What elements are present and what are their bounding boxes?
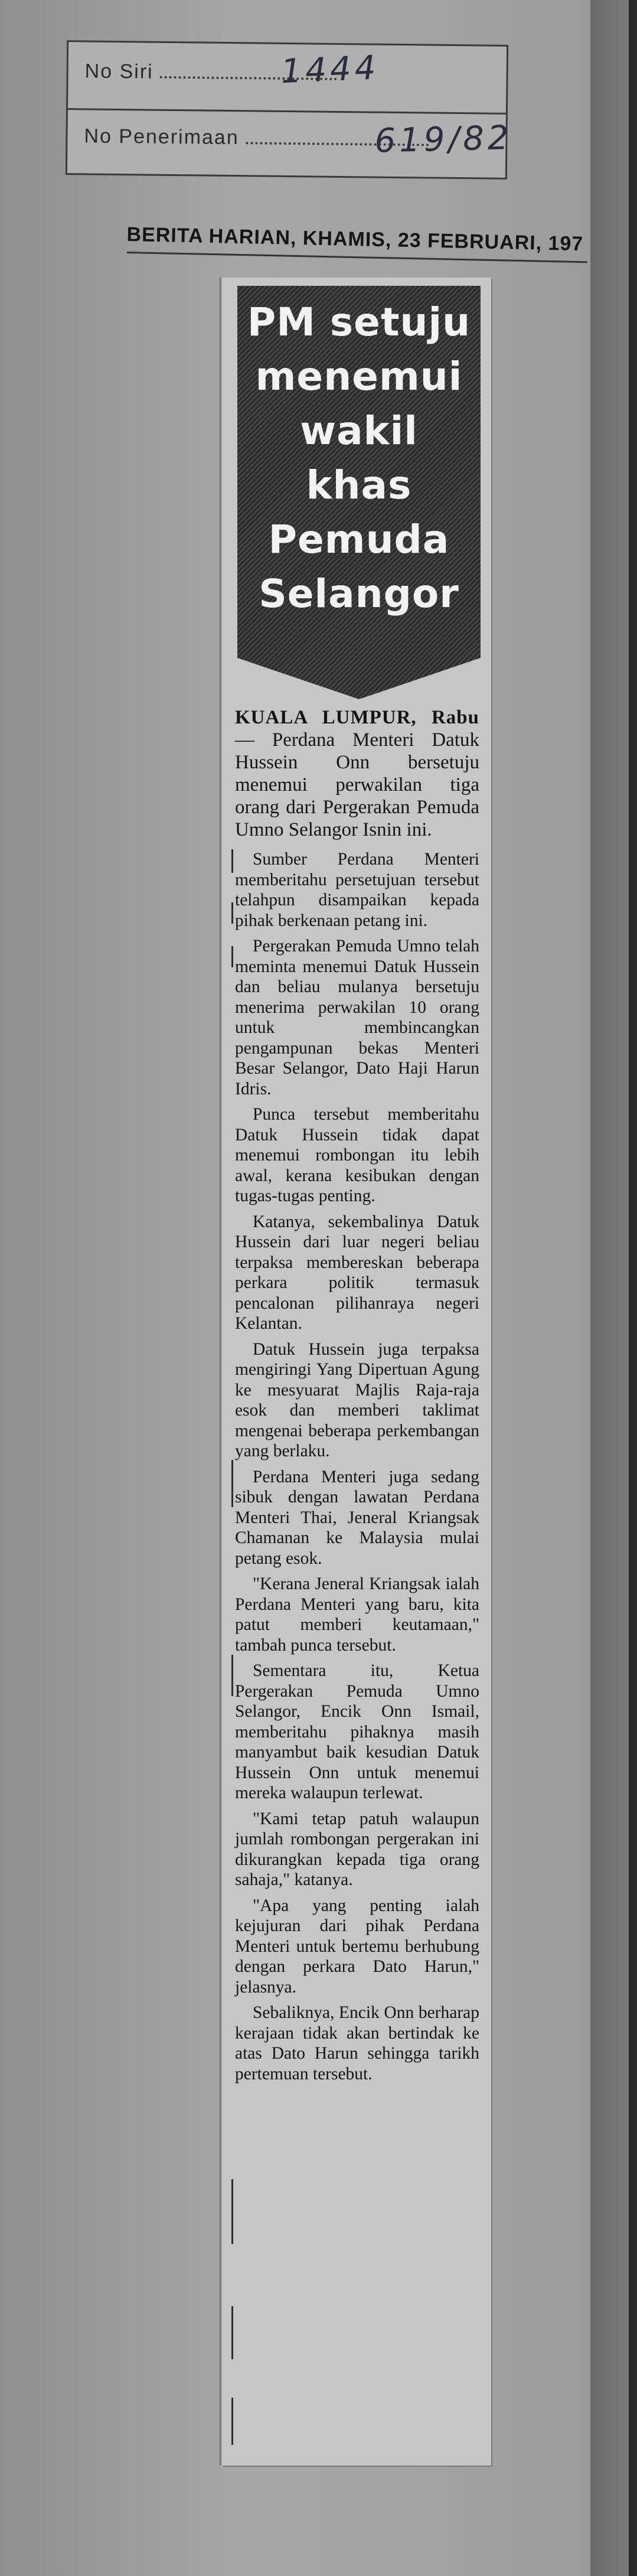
margin-mark	[231, 2398, 233, 2445]
stamp-divider	[68, 108, 506, 115]
article-paragraph: Datuk Hussein juga terpaksa mengiringi Yang Dipertuan Agung ke mesyuarat Majlis Raja-raja esok dan memberi taklimat mengenai beberapa perkembangan yang berlaku.	[235, 1339, 479, 1460]
margin-mark	[231, 2179, 233, 2244]
margin-mark	[231, 1460, 233, 1507]
margin-mark	[231, 902, 233, 924]
article-paragraph: Katanya, sekembalinya Datuk Hussein dari luar negeri beliau terpaksa membereskan beberapa perkara politik termasuk pencalonan pilihanraya negeri Kelantan.	[235, 1212, 479, 1333]
scan-edge-shadow	[629, 0, 637, 2576]
headline-line: menemui	[255, 354, 463, 399]
record-stamp	[66, 40, 513, 180]
article-paragraph: Sebaliknya, Encik Onn berharap kerajaan tidak akan bertindak ke atas Dato Harun sehingga tarikh pertemuan tersebut.	[235, 2003, 479, 2083]
siri-label: No Siri	[84, 60, 153, 83]
article-paragraph: Sumber Perdana Menteri memberitahu persetujuan tersebut telahpun disampaikan kepada pihak berkenaan petang ini.	[235, 850, 479, 930]
article-paragraph: Sementara itu, Ketua Pergerakan Pemuda Umno Selangor, Encik Onn Ismail, memberitahu pihaknya masih manyambut baik kesudian Datuk Hussein Onn untuk menemui mereka walaupun terlewat.	[235, 1661, 479, 1802]
headline-line: Pemuda	[268, 517, 450, 562]
article-paragraph: "Kerana Jeneral Kriangsak ialah Perdana Menteri yang baru, kita patut memberi keutamaan," tambah punca tersebut.	[235, 1574, 479, 1655]
newspaper-dateline: BERITA HARIAN, KHAMIS, 23 FEBRUARI, 197	[126, 223, 584, 256]
article-paragraph: Punca tersebut memberitahu Datuk Hussein tidak dapat menemui rombongan itu lebih awal, kerana kesibukan dengan tugas-tugas penting.	[235, 1105, 479, 1205]
penerimaan-handwritten-value: 619/82	[374, 118, 513, 161]
headline-line: PM setuju	[247, 299, 471, 345]
headline-line: khas	[306, 462, 412, 508]
article-paragraph: "Apa yang penting ialah kejujuran dari pihak Perdana Menteri untuk bertemu berhubung dengan perkara Dato Harun," jelasnya.	[235, 1896, 479, 1997]
margin-mark	[231, 1655, 233, 1696]
penerimaan-label: No Penerimaan	[84, 125, 239, 149]
margin-mark	[231, 2306, 233, 2359]
article-body	[235, 706, 479, 2089]
article-paragraph	[235, 706, 479, 841]
margin-mark	[231, 849, 233, 873]
margin-mark	[231, 946, 233, 967]
clipping-edge-line	[220, 278, 221, 2466]
headline-line: Selangor	[259, 571, 459, 617]
paragraph-text: — Perdana Menteri Datuk Hussein Onn bersetuju menemui perwakilan tiga orang dari Pergerakan Pemuda Umno Selangor Isnin ini.	[235, 729, 479, 840]
article-paragraph: Pergerakan Pemuda Umno telah meminta menemui Datuk Hussein dan beliau mulanya bersetuju menerima perwakilan 10 orang untuk membincangkan pengampunan bekas Menteri Besar Selangor, Dato Haji Harun Idris.	[235, 937, 479, 1098]
article-lead-dateline: KUALA LUMPUR, Rabu	[235, 707, 479, 728]
siri-handwritten-value: 1444	[280, 48, 380, 92]
headline-line: wakil	[300, 408, 418, 454]
article-paragraph: Perdana Menteri juga sedang sibuk dengan lawatan Perdana Menteri Thai, Jeneral Kriangsak Chamanan ke Malaysia mulai petang esok.	[235, 1467, 479, 1568]
article-headline	[237, 295, 481, 621]
article-paragraph: "Kami tetap patuh walaupun jumlah rombongan pergerakan ini dikurangkan kepada tiga orang sahaja," katanya.	[235, 1809, 479, 1889]
